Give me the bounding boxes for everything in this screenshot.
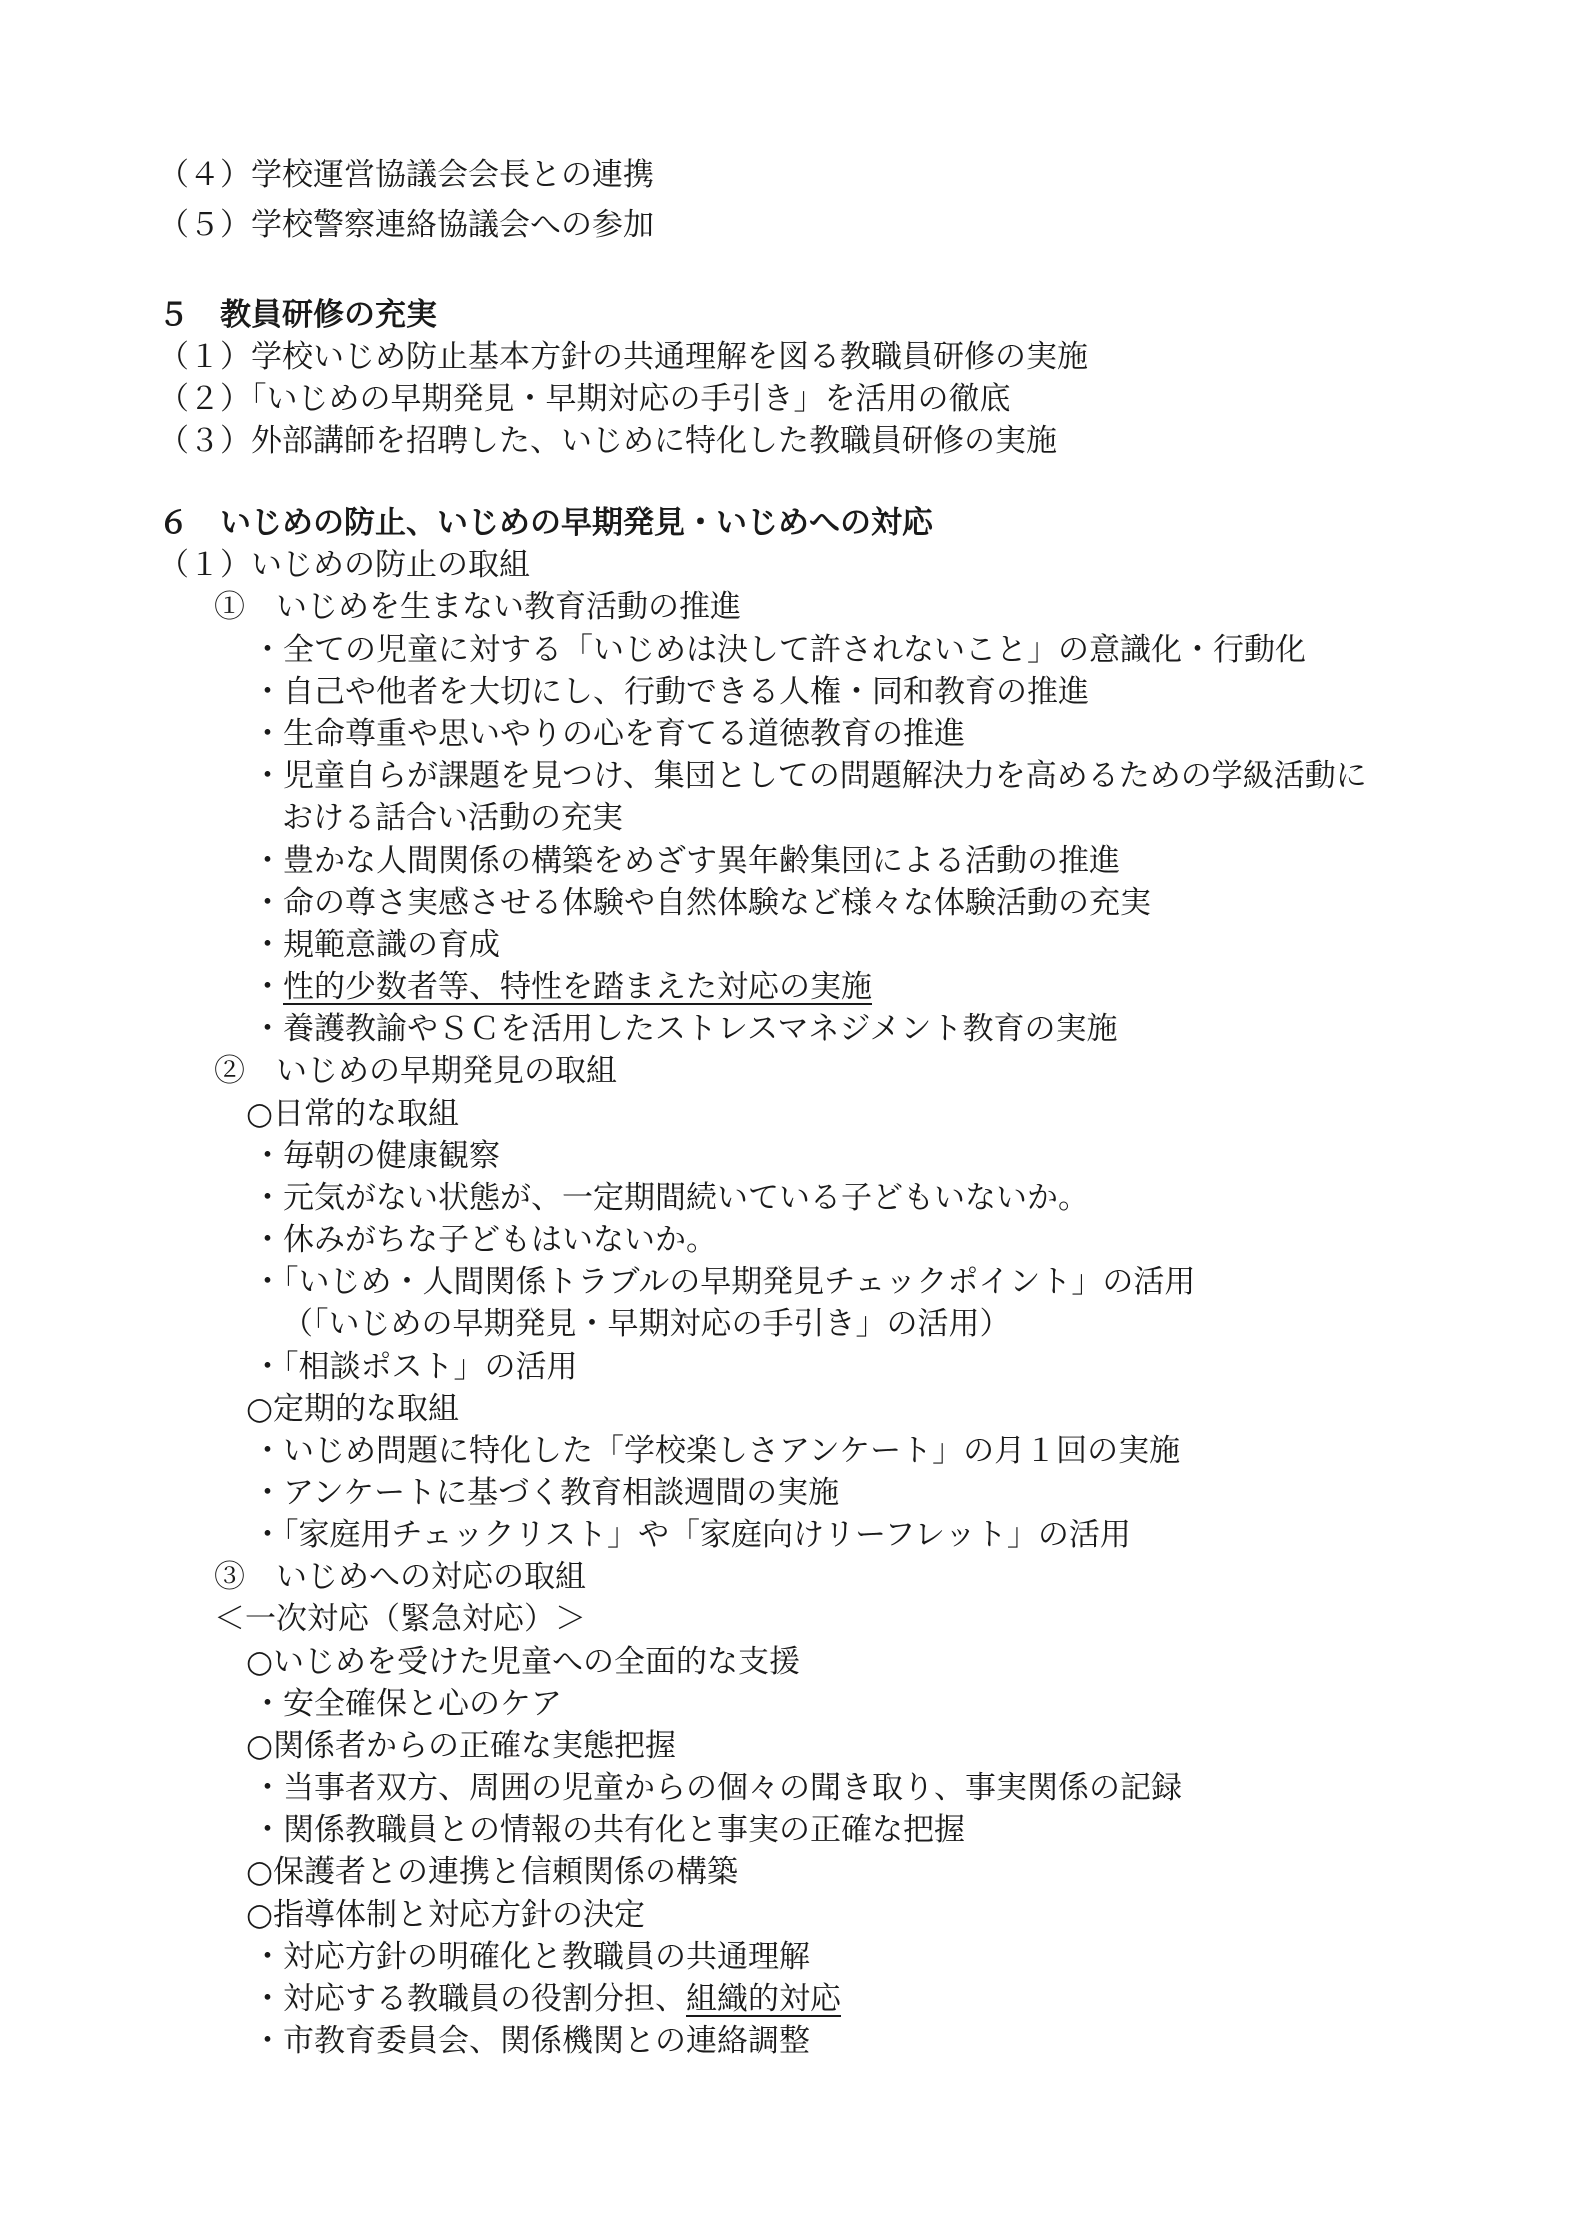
c1-bullet-5: ・豊かな人間関係の構築をめざす異年齢集団による活動の推進: [252, 843, 1120, 879]
c1-bullet-4: ・児童自らが課題を見つけ、集団としての問題解決力を高めるための学級活動に: [252, 758, 1367, 794]
section5-item3: （３）外部講師を招聘した、いじめに特化した教職員研修の実施: [158, 423, 1057, 459]
c2-daily-heading: ○日常的な取組: [246, 1096, 460, 1132]
c1-bullet-2: ・自己や他者を大切にし、行動できる人権・同和教育の推進: [252, 674, 1089, 710]
c2-periodic-3: ・「家庭用チェックリスト」や「家庭向けリーフレット」の活用: [252, 1517, 1131, 1553]
c2-daily-4-cont: （「いじめの早期発見・早期対応の手引き」の活用）: [282, 1306, 1011, 1342]
c2-title: ② いじめの早期発見の取組: [214, 1053, 617, 1089]
c2-periodic-heading: ○定期的な取組: [246, 1391, 460, 1427]
section5-heading: ５ 教員研修の充実: [158, 297, 437, 333]
c2-daily-3: ・休みがちな子どもはいないか。: [252, 1222, 717, 1258]
c1-bullet-6: ・命の尊さ実感させる体験や自然体験など様々な体験活動の充実: [252, 885, 1151, 921]
underlined-text: 組織的対応: [686, 1981, 841, 2017]
c1-bullet-9: ・養護教諭やＳＣを活用したストレスマネジメント教育の実施: [252, 1011, 1118, 1047]
c3-support-1: ・安全確保と心のケア: [252, 1686, 562, 1722]
section5-item2: （２）「いじめの早期発見・早期対応の手引き」を活用の徹底: [158, 381, 1011, 417]
section5-item1: （１）学校いじめ防止基本方針の共通理解を図る教職員研修の実施: [158, 339, 1088, 375]
c2-daily-4: ・「いじめ・人間関係トラブルの早期発見チェックポイント」の活用: [252, 1264, 1196, 1300]
policy-2-text: ・対応する教職員の役割分担、: [252, 1981, 686, 2017]
c2-daily-5: ・「相談ポスト」の活用: [252, 1349, 578, 1385]
c3-fact-2: ・関係教職員との情報の共有化と事実の正確な把握: [252, 1812, 965, 1848]
c3-support-heading: ○いじめを受けた児童への全面的な支援: [246, 1644, 801, 1680]
c3-fact-heading: ○関係者からの正確な実態把握: [246, 1728, 677, 1764]
c2-periodic-2: ・アンケートに基づく教育相談週間の実施: [252, 1475, 840, 1511]
c1-title: ① いじめを生まない教育活動の推進: [214, 589, 741, 625]
section6-sub1: （１）いじめの防止の取組: [158, 547, 530, 583]
c1-bullet-4-cont: おける話合い活動の充実: [282, 800, 623, 836]
c1-bullet-7: ・規範意識の育成: [252, 927, 500, 963]
section4-item4: （４）学校運営協議会会長との連携: [158, 157, 654, 193]
c1-bullet-1: ・全ての児童に対する「いじめは決して許されないこと」の意識化・行動化: [252, 632, 1306, 668]
section6-heading: ６ いじめの防止、いじめの早期発見・いじめへの対応: [158, 505, 933, 541]
c3-policy-heading: ○指導体制と対応方針の決定: [246, 1897, 646, 1933]
c1-bullet-8: [252, 966, 872, 1008]
c3-parents-heading: ○保護者との連携と信頼関係の構築: [246, 1854, 739, 1890]
c3-title: ③ いじめへの対応の取組: [214, 1559, 586, 1595]
c1-bullet-3: ・生命尊重や思いやりの心を育てる道徳教育の推進: [252, 716, 965, 752]
c2-daily-1: ・毎朝の健康観察: [252, 1138, 500, 1174]
section4-item5: （５）学校警察連絡協議会への参加: [158, 207, 654, 243]
c3-primary-heading: ＜一次対応（緊急対応）＞: [214, 1601, 586, 1637]
c3-policy-2: [252, 1978, 841, 2020]
c3-policy-1: ・対応方針の明確化と教職員の共通理解: [252, 1939, 810, 1975]
c2-periodic-1: ・いじめ問題に特化した「学校楽しさアンケート」の月１回の実施: [252, 1433, 1181, 1469]
c3-policy-3: ・市教育委員会、関係機関との連絡調整: [252, 2023, 810, 2059]
c3-fact-1: ・当事者双方、周囲の児童からの個々の聞き取り、事実関係の記録: [252, 1770, 1182, 1806]
underlined-text: 性的少数者等、特性を踏まえた対応の実施: [283, 969, 872, 1005]
bullet-mark: ・: [252, 969, 283, 1005]
c2-daily-2: ・元気がない状態が、一定期間続いている子どもいないか。: [252, 1180, 1089, 1216]
